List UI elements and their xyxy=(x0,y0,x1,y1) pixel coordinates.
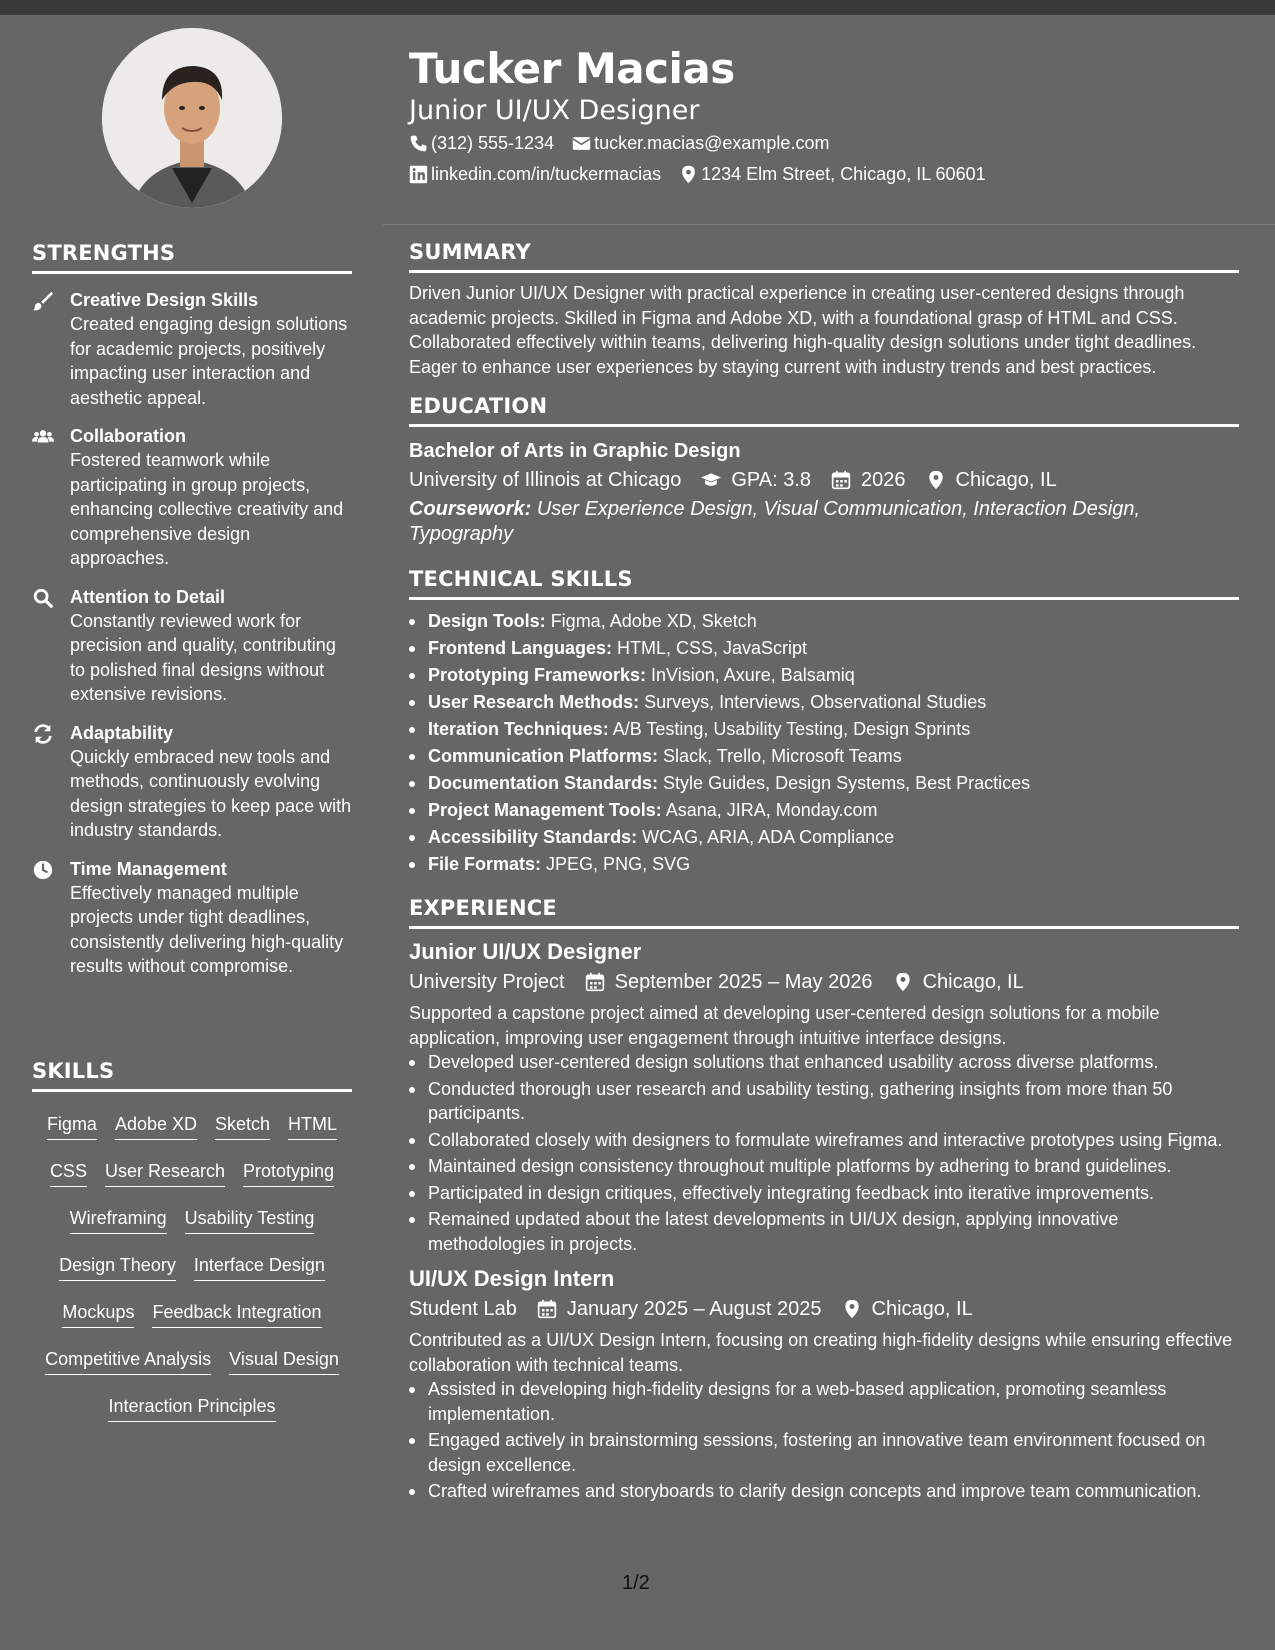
email-address: tucker.macias@example.com xyxy=(594,133,830,153)
list-item: Prototyping Frameworks: InVision, Axure, Balsamiq xyxy=(409,662,1239,689)
list-item: Communication Platforms: Slack, Trello, Microsoft Teams xyxy=(409,743,1239,770)
skill-tag: Design Theory xyxy=(59,1253,176,1281)
calendar-icon xyxy=(585,972,605,992)
clock-icon xyxy=(32,857,70,979)
job-entry xyxy=(409,937,1239,1256)
skill-tag: Figma xyxy=(47,1112,97,1140)
address: 1234 Elm Street, Chicago, IL 60601 xyxy=(701,164,986,184)
phone-number: (312) 555-1234 xyxy=(431,133,555,153)
strength-description: Effectively managed multiple projects under tight deadlines, consistently delivering high-quality results without compromise. xyxy=(70,882,344,976)
summary-heading: SUMMARY xyxy=(409,240,1239,273)
job-entry xyxy=(409,1264,1239,1504)
job-description: Contributed as a UI/UX Design Intern, focusing on creating high-fidelity designs while ensuring effective collaboration with technical teams. xyxy=(409,1330,1233,1375)
experience-section xyxy=(409,896,1239,1506)
strength-title: Collaboration xyxy=(70,426,186,446)
strength-item xyxy=(32,288,352,410)
paintbrush-icon xyxy=(32,288,70,410)
list-item: Maintained design consistency throughout multiple platforms by adhering to brand guidelines. xyxy=(409,1154,1239,1179)
top-bar xyxy=(0,0,1275,15)
skill-tag: Feedback Integration xyxy=(152,1300,321,1328)
strength-title: Adaptability xyxy=(70,722,174,743)
header-divider xyxy=(383,224,1275,225)
skill-tags xyxy=(32,1092,352,1431)
job-organization: Student Lab xyxy=(409,1298,517,1320)
skill-tag: Interface Design xyxy=(194,1253,325,1281)
job-bullets xyxy=(409,1377,1239,1504)
strength-title: Time Management xyxy=(70,858,227,879)
job-meta xyxy=(409,1294,1239,1324)
list-item: File Formats: JPEG, PNG, SVG xyxy=(409,851,1239,878)
calendar-icon xyxy=(537,1299,557,1319)
linkedin-icon xyxy=(409,165,428,184)
candidate-title: Junior UI/UX Designer xyxy=(409,95,700,126)
profile-photo xyxy=(102,28,282,208)
map-pin-icon xyxy=(926,470,946,490)
list-item: Engaged actively in brainstorming sessions, fostering an innovative team environment focused on design excellence. xyxy=(409,1428,1239,1477)
summary-text: Driven Junior UI/UX Designer with practical experience in creating user-centered designs through academic projects. Skilled in Figma and Adobe XD, with a foundational grasp of HTML and CSS. Collaborated effectively within teams, delivering high-quality design solutions under tight deadlines. Eager to enhance user experiences by staying current with industry trends and best practices. xyxy=(409,283,1197,377)
education-heading: EDUCATION xyxy=(409,394,1239,427)
technical-skills-list xyxy=(409,608,1239,878)
skill-tag: Prototyping xyxy=(243,1159,334,1187)
page-number: 1/2 xyxy=(622,1572,650,1594)
strength-item xyxy=(32,857,352,979)
gpa: GPA: 3.8 xyxy=(701,465,811,495)
education-meta xyxy=(409,465,1239,495)
map-pin-icon xyxy=(893,972,913,992)
candidate-name: Tucker Macias xyxy=(409,44,735,93)
skill-tag: Sketch xyxy=(215,1112,270,1140)
job-title: Junior UI/UX Designer xyxy=(409,939,642,964)
education-section xyxy=(409,394,1239,547)
list-item: Iteration Techniques: A/B Testing, Usability Testing, Design Sprints xyxy=(409,716,1239,743)
coursework xyxy=(409,497,1239,547)
summary-section xyxy=(409,240,1239,379)
list-item: Project Management Tools: Asana, JIRA, Monday.com xyxy=(409,797,1239,824)
list-item: Collaborated closely with designers to formulate wireframes and interactive prototypes using Figma. xyxy=(409,1128,1239,1153)
graduation-cap-icon xyxy=(701,470,721,490)
contact-row-2 xyxy=(409,159,1249,190)
graduation-year: 2026 xyxy=(831,465,906,495)
skill-tag: User Research xyxy=(105,1159,225,1187)
search-icon xyxy=(32,585,70,707)
skill-tag: Competitive Analysis xyxy=(45,1347,211,1375)
sync-icon xyxy=(32,721,70,843)
list-item: Crafted wireframes and storyboards to clarify design concepts and improve team communication. xyxy=(409,1479,1239,1504)
list-item: Remained updated about the latest developments in UI/UX design, applying innovative methodologies in projects. xyxy=(409,1207,1239,1256)
strengths-heading: STRENGTHS xyxy=(32,241,352,274)
strength-item xyxy=(32,721,352,843)
skills-section xyxy=(32,1059,352,1431)
strength-description: Constantly reviewed work for precision and quality, contributing to polished final designs without extensive revisions. xyxy=(70,610,336,704)
list-item: Participated in design critiques, effectively integrating feedback into iterative improvements. xyxy=(409,1181,1239,1206)
strength-description: Created engaging design solutions for academic projects, positively impacting user interaction and aesthetic appeal. xyxy=(70,314,348,408)
job-description: Supported a capstone project aimed at developing user-centered design solutions for a mobile application, improving user engagement through intuitive interface designs. xyxy=(409,1003,1160,1048)
list-item: Accessibility Standards: WCAG, ARIA, ADA Compliance xyxy=(409,824,1239,851)
resume-header xyxy=(409,42,1249,190)
address-contact xyxy=(679,159,986,190)
job-dates: January 2025 – August 2025 xyxy=(537,1294,822,1324)
list-item: Design Tools: Figma, Adobe XD, Sketch xyxy=(409,608,1239,635)
list-item: User Research Methods: Surveys, Interviews, Observational Studies xyxy=(409,689,1239,716)
users-icon xyxy=(32,424,70,571)
list-item: Documentation Standards: Style Guides, Design Systems, Best Practices xyxy=(409,770,1239,797)
technical-skills-section xyxy=(409,567,1239,878)
coursework-label: Coursework: xyxy=(409,498,532,520)
job-title: UI/UX Design Intern xyxy=(409,1266,615,1291)
list-item: Conducted thorough user research and usability testing, gathering insights from more than 50 participants. xyxy=(409,1077,1239,1126)
phone-contact[interactable] xyxy=(409,128,554,159)
job-bullets xyxy=(409,1050,1239,1256)
skill-tag: Mockups xyxy=(62,1300,134,1328)
strength-item xyxy=(32,585,352,707)
envelope-icon xyxy=(572,134,591,153)
education-location: Chicago, IL xyxy=(926,465,1057,495)
job-dates: September 2025 – May 2026 xyxy=(585,967,873,997)
skill-tag: Visual Design xyxy=(229,1347,339,1375)
job-organization: University Project xyxy=(409,971,565,993)
skill-tag: HTML xyxy=(288,1112,337,1140)
skills-heading: SKILLS xyxy=(32,1059,352,1092)
skill-tag: CSS xyxy=(50,1159,87,1187)
skill-tag: Wireframing xyxy=(70,1206,167,1234)
skill-tag: Usability Testing xyxy=(185,1206,315,1234)
calendar-icon xyxy=(831,470,851,490)
job-meta xyxy=(409,967,1239,997)
experience-heading: EXPERIENCE xyxy=(409,896,1239,929)
map-pin-icon xyxy=(679,165,698,184)
strength-title: Attention to Detail xyxy=(70,586,225,607)
skill-tag: Interaction Principles xyxy=(108,1394,275,1422)
strength-item xyxy=(32,424,352,571)
phone-icon xyxy=(409,134,428,153)
linkedin-url: linkedin.com/in/tuckermacias xyxy=(431,164,662,184)
school-name: University of Illinois at Chicago xyxy=(409,469,682,491)
contact-row-1 xyxy=(409,128,1249,159)
strengths-section xyxy=(32,241,352,979)
list-item: Frontend Languages: HTML, CSS, JavaScript xyxy=(409,635,1239,662)
strength-title: Creative Design Skills xyxy=(70,290,259,310)
avatar xyxy=(102,28,282,208)
strength-description: Quickly embraced new tools and methods, continuously evolving design strategies to keep pace with industry standards. xyxy=(70,746,352,840)
job-location: Chicago, IL xyxy=(893,967,1024,997)
degree-title: Bachelor of Arts in Graphic Design xyxy=(409,440,741,462)
list-item: Assisted in developing high-fidelity designs for a web-based application, promoting seamless implementation. xyxy=(409,1377,1239,1426)
email-contact[interactable] xyxy=(572,128,829,159)
linkedin-contact[interactable] xyxy=(409,159,661,190)
job-location: Chicago, IL xyxy=(842,1294,973,1324)
map-pin-icon xyxy=(842,1299,862,1319)
skill-tag: Adobe XD xyxy=(115,1112,197,1140)
list-item: Developed user-centered design solutions that enhanced usability across diverse platforms. xyxy=(409,1050,1239,1075)
strength-description: Fostered teamwork while participating in group projects, enhancing collective creativity and comprehensive design approaches. xyxy=(70,450,344,568)
technical-skills-heading: TECHNICAL SKILLS xyxy=(409,567,1239,600)
coursework-list: User Experience Design, Visual Communication, Interaction Design, Typography xyxy=(409,498,1141,545)
